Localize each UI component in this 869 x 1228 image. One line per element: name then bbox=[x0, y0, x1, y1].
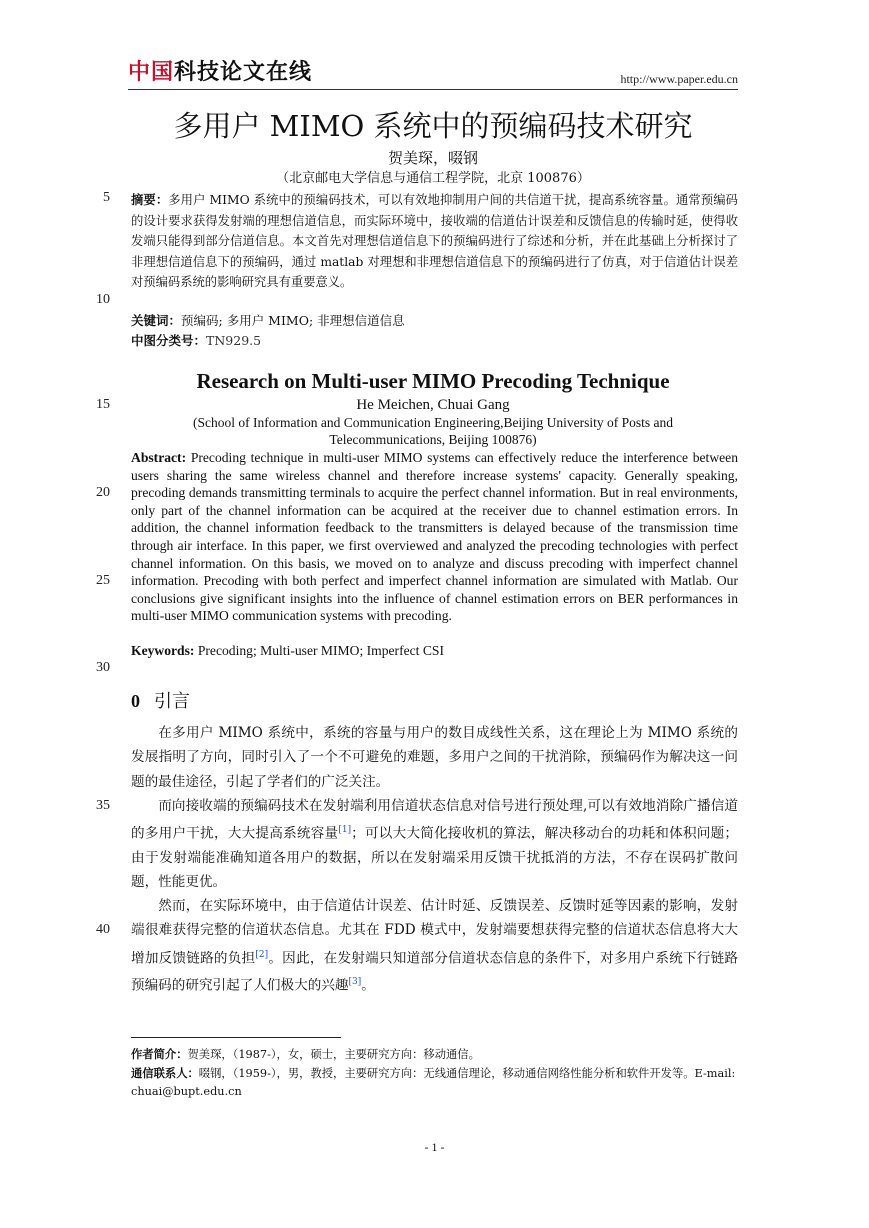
line-number: 30 bbox=[96, 660, 110, 675]
body-p3-text-a: 然而，在实际环境中，由于信道估计误差、估计时延、反馈误差、反馈时延等因素的影响，发射端很难获得完整的信道状态信息。尤其在 FDD 模式中，发射端要想获得完整的信道状态信息将大大增加反馈链路的负担 bbox=[131, 898, 738, 967]
body-p2-text-b: ；可以大大简化接收机的算法，解决移动台的功耗和体积问题；由于发射端能准确知道各用户的数据，所以在发射端采用反馈干扰抵消的方法，不存在误码扩散问题，性能更优。 bbox=[131, 825, 739, 891]
line-number: 10 bbox=[96, 292, 110, 307]
classification-label: 中图分类号： bbox=[131, 333, 207, 348]
footnote-contact-text: 啜钢，（1959-），男，教授，主要研究方向：无线通信理论，移动通信网络性能分析和软件开发等。E-mail: chuai@bupt.edu.cn bbox=[131, 1067, 736, 1098]
footnote-author-label: 作者简介： bbox=[131, 1048, 188, 1061]
keywords-cn-label: 关键词： bbox=[131, 313, 182, 328]
keywords-cn bbox=[131, 311, 405, 331]
citation-link[interactable]: [2] bbox=[255, 949, 269, 960]
keywords-en-label: Keywords: bbox=[131, 643, 195, 658]
keywords-cn-text: 预编码; 多用户 MIMO; 非理想信道信息 bbox=[181, 313, 405, 328]
body-p3-text-c: 。 bbox=[361, 977, 375, 994]
body-p2-text-a: 而向接收端的预编码技术在发射端利用信道状态信息对信号进行预处理,可以有效地消除广播信道的多用户干扰，大大提高系统容量 bbox=[131, 798, 738, 842]
paper-title-cn: 多用户 MIMO 系统中的预编码技术研究 bbox=[173, 109, 693, 143]
line-number: 5 bbox=[103, 190, 110, 205]
abstract-en-label: Abstract: bbox=[131, 450, 187, 465]
line-number: 15 bbox=[96, 397, 110, 412]
body-paragraph-2 bbox=[131, 794, 738, 895]
footnote-rule bbox=[131, 1037, 341, 1038]
abstract-cn-label: 摘要： bbox=[131, 193, 169, 207]
affiliation-cn: （北京邮电大学信息与通信工程学院，北京 100876） bbox=[276, 171, 590, 186]
authors-cn: 贺美琛，啜钢 bbox=[387, 149, 478, 167]
keywords-en-text: Precoding; Multi-user MIMO; Imperfect CSI bbox=[197, 643, 444, 658]
header-url[interactable]: http://www.paper.edu.cn bbox=[620, 72, 738, 86]
citation-link[interactable]: [1] bbox=[338, 825, 352, 836]
abstract-cn-text: 多用户 MIMO 系统中的预编码技术，可以有效地抑制用户间的共信道干扰，提高系统容量。通常预编码的设计要求获得发射端的理想信道信息，而实际环境中，接收端的信道估计误差和反馈信息的传输时延，使得收发端只能得到部分信道信息。本文首先对理想信道信息下的预编码进行了综述和分析，并在此基础上分析探讨了非理想信道信息下的预编码，通过 matlab 对理想和非理想信道信息下的预编码进行了仿真，对于信道估计误差对预编码系统的影响研究具有重要意义。 bbox=[131, 193, 738, 290]
authors-en: He Meichen, Chuai Gang bbox=[356, 397, 510, 413]
abstract-cn bbox=[131, 190, 738, 293]
footnote-author bbox=[131, 1046, 738, 1064]
citation-link[interactable]: [3] bbox=[348, 977, 362, 988]
body-paragraph-1: 在多用户 MIMO 系统中，系统的容量与用户的数目成线性关系，这在理论上为 MIMO 系统的发展指明了方向，同时引入了一个不可避免的难题，多用户之间的干扰消除，预编码作为解决这一问题的最佳途径，引起了学者们的广泛关注。 bbox=[131, 725, 738, 790]
footnote-author-text: 贺美琛，（1987-），女，硕士，主要研究方向：移动通信。 bbox=[187, 1048, 480, 1061]
affiliation-en-line1: (School of Information and Communication Engineering,Beijing University of Posts and bbox=[193, 415, 673, 430]
footnote-contact-label: 通信联系人： bbox=[131, 1067, 199, 1080]
logo-red-text: 中国 bbox=[128, 60, 175, 85]
line-number: 40 bbox=[96, 922, 110, 937]
section-title: 引言 bbox=[154, 691, 190, 712]
journal-logo bbox=[128, 60, 312, 86]
body-p3-text-b: 。因此，在发射端只知道部分信道状态信息的条件下，对多用户系统下行链路预编码的研究引起了人们极大的兴趣 bbox=[131, 950, 739, 994]
line-number: 35 bbox=[96, 798, 110, 813]
section-number: 0 bbox=[131, 691, 140, 711]
abstract-en-text: Precoding technique in multi-user MIMO systems can effectively reduce the interference between users sharing the same wireless channel and therefore increase systems' capacity. Generally speaking, precoding demands transmitting terminals to acquire the perfect channel information. But in real environments, only part of the channel information can be acquired at the receiver due to channel estimation errors. In addition, the channel information feedback to the transmitters is delayed because of the transmission time through air interface. In this paper, we first overviewed and analyzed the precoding technologies with perfect channel information. On this basis, we moved on to analyze and discuss precoding with imperfect channel information. Precoding with both perfect and imperfect channel information are simulated with Matlab. Our conclusions give significant insights into the influence of channel estimation errors on BER performances in multi-user MIMO communication systems with precoding. bbox=[131, 450, 738, 624]
logo-black-text: 科技论文在线 bbox=[174, 60, 313, 85]
body-paragraph-3 bbox=[131, 894, 738, 998]
abstract-en bbox=[131, 449, 738, 625]
section-heading bbox=[131, 689, 190, 714]
header-rule bbox=[128, 89, 738, 90]
paper-title-en: Research on Multi-user MIMO Precoding Technique bbox=[196, 369, 670, 393]
line-number: 20 bbox=[96, 485, 110, 500]
classification-code: TN929.5 bbox=[206, 333, 262, 348]
page-number: - 1 - bbox=[424, 1140, 445, 1154]
footnote-contact bbox=[131, 1065, 738, 1100]
keywords-en bbox=[131, 643, 444, 659]
classification bbox=[131, 331, 261, 351]
line-number: 25 bbox=[96, 573, 110, 588]
affiliation-en-line2: Telecommunications, Beijing 100876) bbox=[329, 432, 537, 447]
